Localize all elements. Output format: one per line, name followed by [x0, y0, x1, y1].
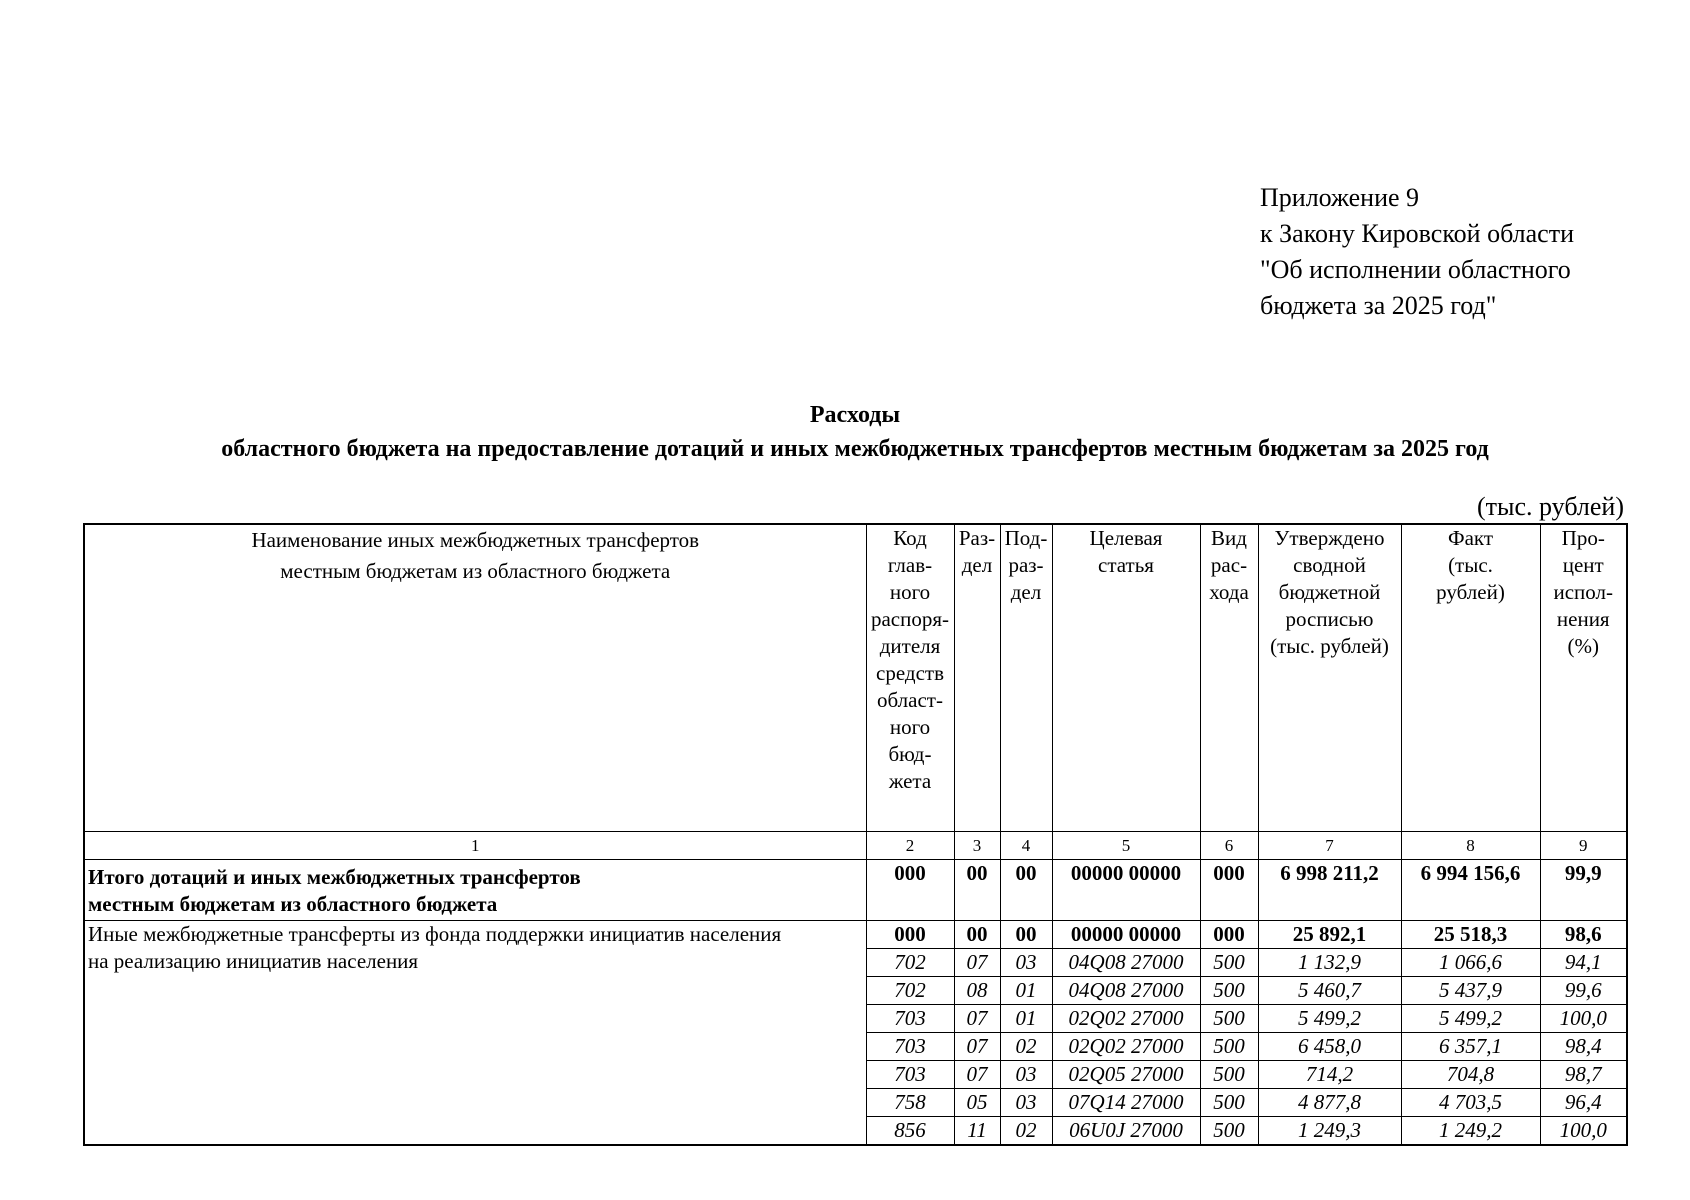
cell-fact: 6 357,1 [1401, 1032, 1540, 1060]
header-code-line: глав- [887, 553, 933, 577]
cell-approved: 714,2 [1258, 1060, 1401, 1088]
header-name [84, 524, 866, 831]
total-article: 00000 00000 [1052, 859, 1200, 920]
total-razdel: 00 [954, 859, 1000, 920]
col-number: 6 [1200, 831, 1258, 859]
cell-article: 04Q08 27000 [1052, 976, 1200, 1004]
cell-razdel: 05 [954, 1088, 1000, 1116]
group-name-line-2: на реализацию инициатив населения [88, 948, 419, 973]
cell-percent: 96,4 [1540, 1088, 1627, 1116]
cell-article: 02Q05 27000 [1052, 1060, 1200, 1088]
header-approved-line: росписью [1285, 607, 1374, 631]
header-vid-line: рас- [1210, 553, 1248, 577]
cell-percent: 100,0 [1540, 1004, 1627, 1032]
header-razdel [954, 524, 1000, 831]
cell-razdel: 07 [954, 1004, 1000, 1032]
cell-approved: 6 458,0 [1258, 1032, 1401, 1060]
header-article-line: статья [1098, 553, 1154, 577]
group-vid: 000 [1200, 920, 1258, 948]
col-number: 3 [954, 831, 1000, 859]
appendix-line-4: бюджета за 2025 год" [1260, 291, 1497, 320]
cell-vid: 500 [1200, 1116, 1258, 1145]
appendix-block [1260, 180, 1574, 324]
cell-percent: 98,7 [1540, 1060, 1627, 1088]
group-article: 00000 00000 [1052, 920, 1200, 948]
header-percent-line: цент [1562, 553, 1604, 577]
total-name [84, 859, 866, 920]
header-razdel-line: дел [961, 553, 993, 577]
header-podrazdel [1000, 524, 1052, 831]
group-approved: 25 892,1 [1258, 920, 1401, 948]
cell-podrazdel: 01 [1000, 1004, 1052, 1032]
col-number: 1 [84, 831, 866, 859]
header-percent-line: испол- [1553, 580, 1613, 604]
cell-fact: 5 499,2 [1401, 1004, 1540, 1032]
cell-podrazdel: 01 [1000, 976, 1052, 1004]
header-podrazdel-line: Под- [1004, 526, 1048, 550]
header-percent-line: Про- [1561, 526, 1605, 550]
total-vid: 000 [1200, 859, 1258, 920]
cell-code: 703 [866, 1004, 954, 1032]
header-name-line-2: местным бюджетам из областного бюджета [280, 559, 671, 583]
appendix-line-3: "Об исполнении областного [1260, 255, 1571, 284]
header-percent-line: (%) [1567, 634, 1599, 658]
column-number-row [84, 831, 1627, 859]
cell-approved: 1 249,3 [1258, 1116, 1401, 1145]
header-approved-line: бюджетной [1278, 580, 1381, 604]
header-percent [1540, 524, 1627, 831]
group-row [84, 920, 1627, 948]
document-title [0, 398, 1690, 466]
cell-approved: 4 877,8 [1258, 1088, 1401, 1116]
cell-code: 758 [866, 1088, 954, 1116]
cell-percent: 98,4 [1540, 1032, 1627, 1060]
cell-code: 702 [866, 976, 954, 1004]
header-article-line: Целевая [1089, 526, 1163, 550]
cell-vid: 500 [1200, 1088, 1258, 1116]
col-number: 5 [1052, 831, 1200, 859]
header-approved [1258, 524, 1401, 831]
cell-code: 856 [866, 1116, 954, 1145]
col-number: 2 [866, 831, 954, 859]
cell-podrazdel: 03 [1000, 948, 1052, 976]
cell-fact: 5 437,9 [1401, 976, 1540, 1004]
cell-razdel: 07 [954, 1032, 1000, 1060]
cell-code: 703 [866, 1032, 954, 1060]
cell-fact: 704,8 [1401, 1060, 1540, 1088]
title-line-2: областного бюджета на предоставление дотаций и иных межбюджетных трансфертов местным бюджетам за 2025 год [221, 436, 1489, 462]
cell-razdel: 11 [954, 1116, 1000, 1145]
header-code-line: област- [877, 688, 943, 712]
cell-fact: 1 249,2 [1401, 1116, 1540, 1145]
cell-vid: 500 [1200, 1004, 1258, 1032]
total-approved: 6 998 211,2 [1258, 859, 1401, 920]
header-vid [1200, 524, 1258, 831]
cell-percent: 94,1 [1540, 948, 1627, 976]
cell-approved: 5 499,2 [1258, 1004, 1401, 1032]
header-code-line: ного [889, 580, 931, 604]
cell-percent: 100,0 [1540, 1116, 1627, 1145]
header-vid-line: Вид [1211, 526, 1247, 550]
total-code: 000 [866, 859, 954, 920]
cell-podrazdel: 03 [1000, 1060, 1052, 1088]
cell-approved: 5 460,7 [1258, 976, 1401, 1004]
header-code-line: дителя [879, 634, 941, 658]
cell-article: 02Q02 27000 [1052, 1032, 1200, 1060]
table-header-row [84, 524, 1627, 831]
cell-fact: 1 066,6 [1401, 948, 1540, 976]
cell-code: 703 [866, 1060, 954, 1088]
appendix-line-1: Приложение 9 [1260, 183, 1420, 212]
header-code-line: жета [888, 769, 932, 793]
cell-razdel: 07 [954, 1060, 1000, 1088]
cell-podrazdel: 02 [1000, 1116, 1052, 1145]
header-percent-line: нения [1556, 607, 1610, 631]
cell-article: 06U0J 27000 [1052, 1116, 1200, 1145]
total-row [84, 859, 1627, 920]
cell-code: 702 [866, 948, 954, 976]
total-podrazdel: 00 [1000, 859, 1052, 920]
header-approved-line: сводной [1293, 553, 1366, 577]
header-fact [1401, 524, 1540, 831]
total-name-line-1: Итого дотаций и иных межбюджетных трансфертов [88, 864, 581, 889]
cell-razdel: 07 [954, 948, 1000, 976]
header-podrazdel-line: раз- [1008, 553, 1044, 577]
col-number: 7 [1258, 831, 1401, 859]
total-fact: 6 994 156,6 [1401, 859, 1540, 920]
cell-razdel: 08 [954, 976, 1000, 1004]
group-name [84, 920, 866, 1145]
cell-vid: 500 [1200, 948, 1258, 976]
appendix-line-2: к Закону Кировской области [1260, 219, 1574, 248]
total-percent: 99,9 [1540, 859, 1627, 920]
header-article [1052, 524, 1200, 831]
header-vid-line: хода [1209, 580, 1249, 604]
group-fact: 25 518,3 [1401, 920, 1540, 948]
cell-article: 07Q14 27000 [1052, 1088, 1200, 1116]
col-number: 4 [1000, 831, 1052, 859]
header-code-line: распоря- [870, 607, 950, 631]
group-podrazdel: 00 [1000, 920, 1052, 948]
cell-article: 04Q08 27000 [1052, 948, 1200, 976]
header-code-line: бюд- [888, 742, 932, 766]
units-label: (тыс. рублей) [1476, 492, 1624, 521]
header-razdel-line: Раз- [958, 526, 996, 550]
header-code-line: Код [893, 526, 927, 550]
cell-approved: 1 132,9 [1258, 948, 1401, 976]
header-approved-line: (тыс. рублей) [1270, 634, 1389, 658]
col-number: 9 [1540, 831, 1627, 859]
cell-article: 02Q02 27000 [1052, 1004, 1200, 1032]
header-fact-line: рублей) [1436, 580, 1505, 604]
cell-vid: 500 [1200, 1060, 1258, 1088]
cell-podrazdel: 02 [1000, 1032, 1052, 1060]
cell-vid: 500 [1200, 976, 1258, 1004]
header-code-line: ного [889, 715, 931, 739]
header-approved-line: Утверждено [1274, 526, 1385, 550]
header-fact-line: (тыс. [1448, 553, 1493, 577]
header-podrazdel-line: дел [1010, 580, 1042, 604]
group-code: 000 [866, 920, 954, 948]
total-name-line-2: местным бюджетам из областного бюджета [88, 891, 498, 916]
cell-podrazdel: 03 [1000, 1088, 1052, 1116]
cell-percent: 99,6 [1540, 976, 1627, 1004]
col-number: 8 [1401, 831, 1540, 859]
title-line-1: Расходы [809, 402, 901, 428]
header-name-line-1: Наименование иных межбюджетных трансфертов [251, 528, 700, 552]
header-code-line: средств [876, 661, 944, 685]
cell-vid: 500 [1200, 1032, 1258, 1060]
expenses-table [83, 523, 1628, 1146]
group-percent: 98,6 [1540, 920, 1627, 948]
cell-fact: 4 703,5 [1401, 1088, 1540, 1116]
group-name-line-1: Иные межбюджетные трансферты из фонда поддержки инициатив населения [88, 921, 782, 946]
group-razdel: 00 [954, 920, 1000, 948]
header-fact-line: Факт [1447, 526, 1493, 550]
header-code [866, 524, 954, 831]
